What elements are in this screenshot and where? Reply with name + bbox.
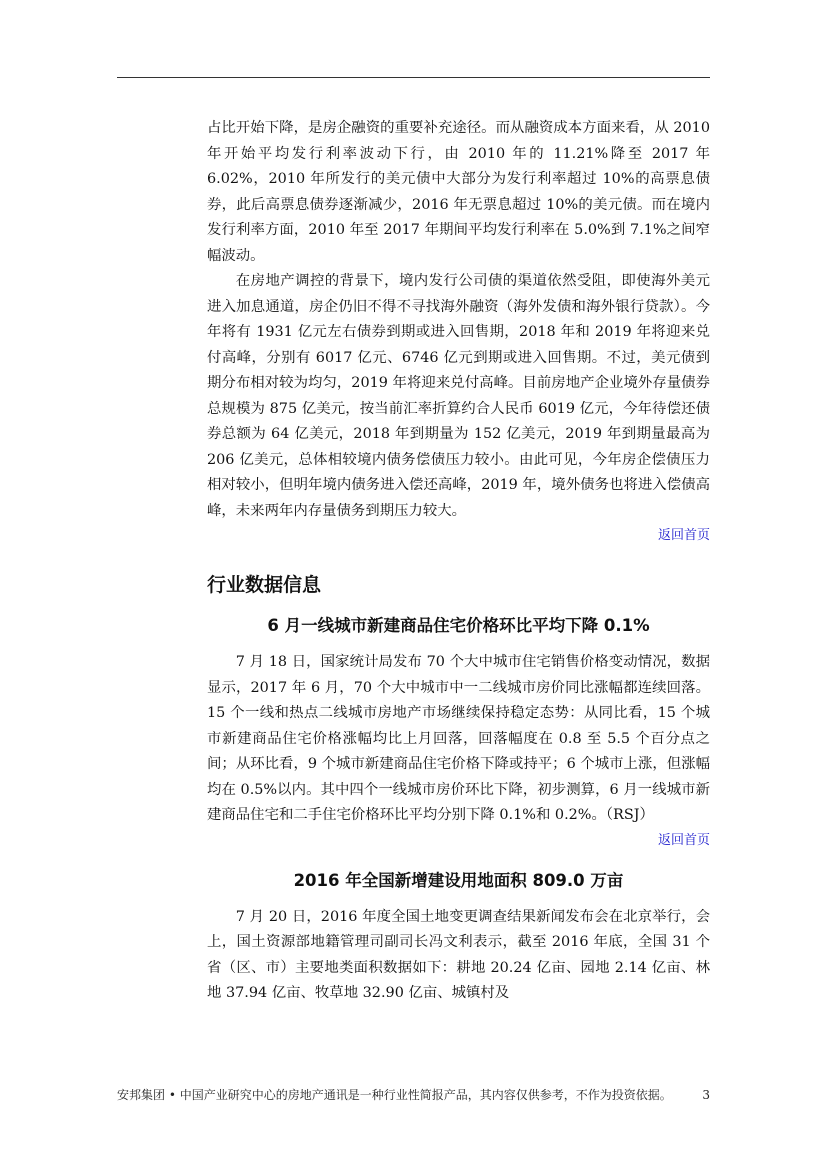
article-title-land-area: 2016 年全国新增建设用地面积 809.0 万亩: [293, 870, 624, 890]
article-body-land-area: 7 月 20 日，2016 年度全国土地变更调查结果新闻发布会在北京举行，会上，国土资源部地籍管理司副司长冯文利表示，截至 2016 年底，全国 31 个省（区、市）主要地类面积数据如下：耕地 20.24 亿亩、园地 2.14 亿亩、林地 37.94 亿亩、牧草地 32.90 亿亩、城镇村及: [207, 908, 710, 1001]
paragraph-financing-cost: 占比开始下降，是房企融资的重要补充途径。而从融资成本方面来看，从 2010 年开始平均发行利率波动下行，由 2010 年的 11.21%降至 2017 年 6.02%，2010 年所发行的美元债中大部分为发行利率超过 10%的高票息债券，此后高票息债券逐渐减少，2016 年无票息超过 10%的美元债。而在境内发行利率方面，2010 年至 2017 年期间平均发行利率在 5.0%到 7.1%之间窄幅波动。: [207, 120, 710, 264]
article-body-housing-prices: 7 月 18 日，国家统计局发布 70 个大中城市住宅销售价格变动情况，数据显示，2017 年 6 月，70 个大中城市中一二线城市房价同比涨幅都连续回落。15 个一线和热点二线城市房地产市场继续保持稳定态势：从同比看，15 个城市新建商品住宅价格涨幅均比上月回落，回落幅度在 0.8 至 5.5 个百分点之间；从环比看，9 个城市新建商品住宅价格下降或持平；6 个城市上涨，但涨幅均在 0.5%以内。其中四个一线城市房价环比下降，初步测算，6 月一线城市新建商品住宅和二手住宅价格环比平均分别下降 0.1%和 0.2%。（RSJ）: [207, 654, 710, 823]
back-to-home-link[interactable]: 返回首页: [657, 528, 710, 543]
section-title: 行业数据信息: [207, 574, 322, 596]
article-title-housing-prices: 6 月一线城市新建商品住宅价格环比平均下降 0.1%: [267, 616, 650, 635]
footer-disclaimer: 安邦集团 • 中国产业研究中心的房地产通讯是一种行业性简报产品，其内容仅供参考，不作为投资依据。: [117, 1088, 672, 1102]
paragraph-debt-maturity: 在房地产调控的背景下，境内发行公司债的渠道依然受阻，即使海外美元进入加息通道，房企仍旧不得不寻找海外融资（海外发债和海外银行贷款）。今年将有 1931 亿元左右债券到期或进入回售期，2018 年和 2019 年将迎来兑付高峰，分别有 6017 亿元、6746 亿元到期或进入回售期。不过，美元债到期分布相对较为均匀，2019 年将迎来兑付高峰。目前房地产企业境外存量债券总规模为 875 亿美元，按当前汇率折算约合人民币 6019 亿元，今年待偿还债券总额为 64 亿美元，2018 年到期量为 152 亿美元，2019 年到期量最高为 206 亿美元，总体相较境内债务偿债压力较小。由此可见，今年房企偿债压力相对较小，但明年境内债务进入偿还高峰，2019 年，境外债务也将进入偿债高峰，未来两年内存量债务到期压力较大。: [207, 273, 710, 519]
back-to-home-link[interactable]: 返回首页: [657, 832, 710, 848]
header-rule: [117, 77, 710, 78]
page-number: 3: [702, 1088, 710, 1102]
page-content: [207, 116, 710, 1007]
